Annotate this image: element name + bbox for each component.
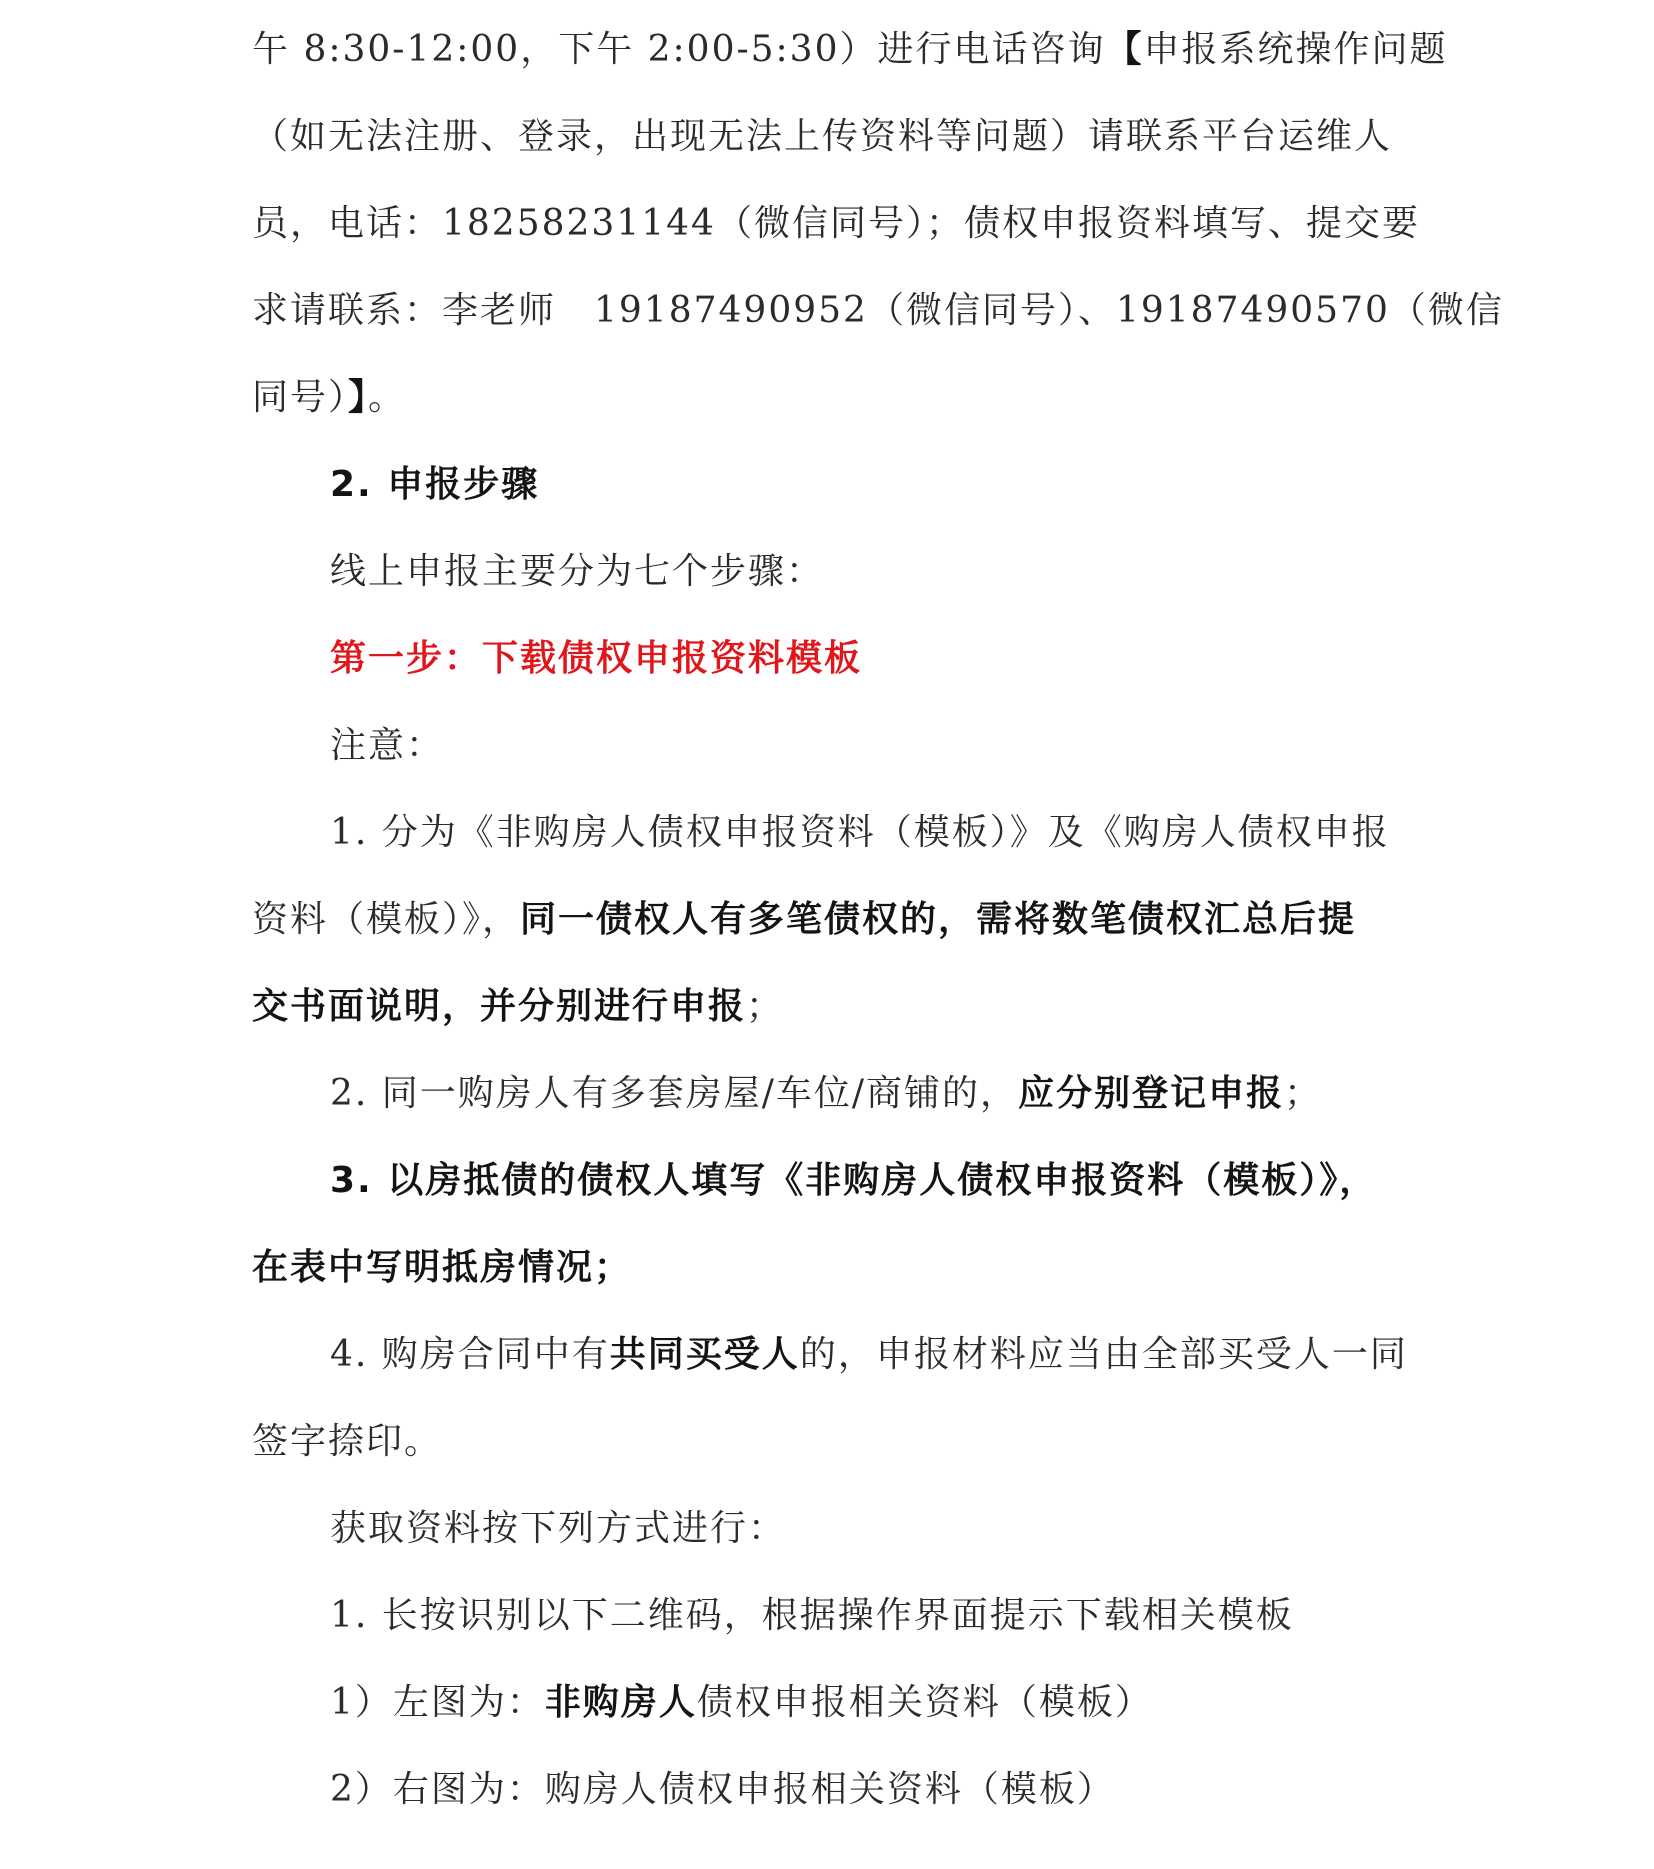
note-1-line-1: 1. 分为《非购房人债权申报资料（模板）》及《购房人债权申报 xyxy=(330,812,1390,853)
contact-line-5 xyxy=(252,368,406,428)
note-2-emphasis: 应分别登记申报 xyxy=(1018,1073,1285,1114)
note-1-emphasis: 交书面说明，并分别进行申报 xyxy=(252,986,747,1027)
method-text: 1）左图为： xyxy=(330,1682,545,1723)
steps-intro: 线上申报主要分为七个步骤： xyxy=(330,551,825,592)
contact-line-4: 求请联系：李老师 19187490952（微信同号）、19187490570（微信 xyxy=(252,290,1504,331)
note-1-emphasis: 同一债权人有多笔债权的，需将数笔债权汇总后提 xyxy=(520,899,1357,940)
contact-line-1 xyxy=(252,20,1448,80)
note-3-line-2: 在表中写明抵房情况； xyxy=(252,1247,633,1288)
step-1-title: 第一步：下载债权申报资料模板 xyxy=(330,638,863,679)
note-4-emphasis: 共同买受人 xyxy=(609,1334,800,1375)
bracket-open: 【 xyxy=(1105,29,1144,70)
contact-line-2: （如无法注册、登录，出现无法上传资料等问题）请联系平台运维人 xyxy=(252,116,1393,157)
note-4-text: 的，申报材料应当由全部买受人一同 xyxy=(799,1334,1408,1375)
note-1-text: 资料（模板）》， xyxy=(252,899,521,940)
method-intro: 获取资料按下列方式进行： xyxy=(330,1508,787,1549)
method-1-left-image xyxy=(330,1673,1153,1733)
note-2-text: ； xyxy=(1284,1073,1323,1114)
note-2-line xyxy=(330,1064,1322,1124)
contact-text: 。 xyxy=(368,377,407,418)
note-1-line-3 xyxy=(252,977,784,1037)
note-4-line-1 xyxy=(330,1325,1408,1385)
note-1-text: ； xyxy=(746,986,785,1027)
contact-text: 同号） xyxy=(252,377,349,418)
method-emphasis: 非购房人 xyxy=(544,1682,697,1723)
contact-line-3: 员，电话：18258231144（微信同号）；债权申报资料填写、提交要 xyxy=(252,203,1420,244)
note-4-text: 4. 购房合同中有 xyxy=(330,1334,610,1375)
note-3-line-1: 3. 以房抵债的债权人填写《非购房人债权申报资料（模板）》， xyxy=(330,1160,1378,1201)
note-2-text: 2. 同一购房人有多套房屋/车位/商铺的， xyxy=(330,1073,1019,1114)
contact-text: 午 8:30-12:00，下午 2:00-5:30）进行电话咨询 xyxy=(252,29,1106,70)
method-1-right-image: 2）右图为：购房人债权申报相关资料（模板） xyxy=(330,1769,1115,1810)
contact-text: 申报系统操作问题 xyxy=(1143,29,1448,70)
section-heading: 2. 申报步骤 xyxy=(330,464,540,505)
method-text: 债权申报相关资料（模板） xyxy=(696,1682,1153,1723)
note-1-line-2 xyxy=(252,890,1356,950)
bracket-close: 】 xyxy=(348,377,369,418)
method-1: 1. 长按识别以下二维码，根据操作界面提示下载相关模板 xyxy=(330,1595,1294,1636)
note-4-line-2: 签字捺印。 xyxy=(252,1421,443,1462)
note-label: 注意： xyxy=(330,725,445,766)
